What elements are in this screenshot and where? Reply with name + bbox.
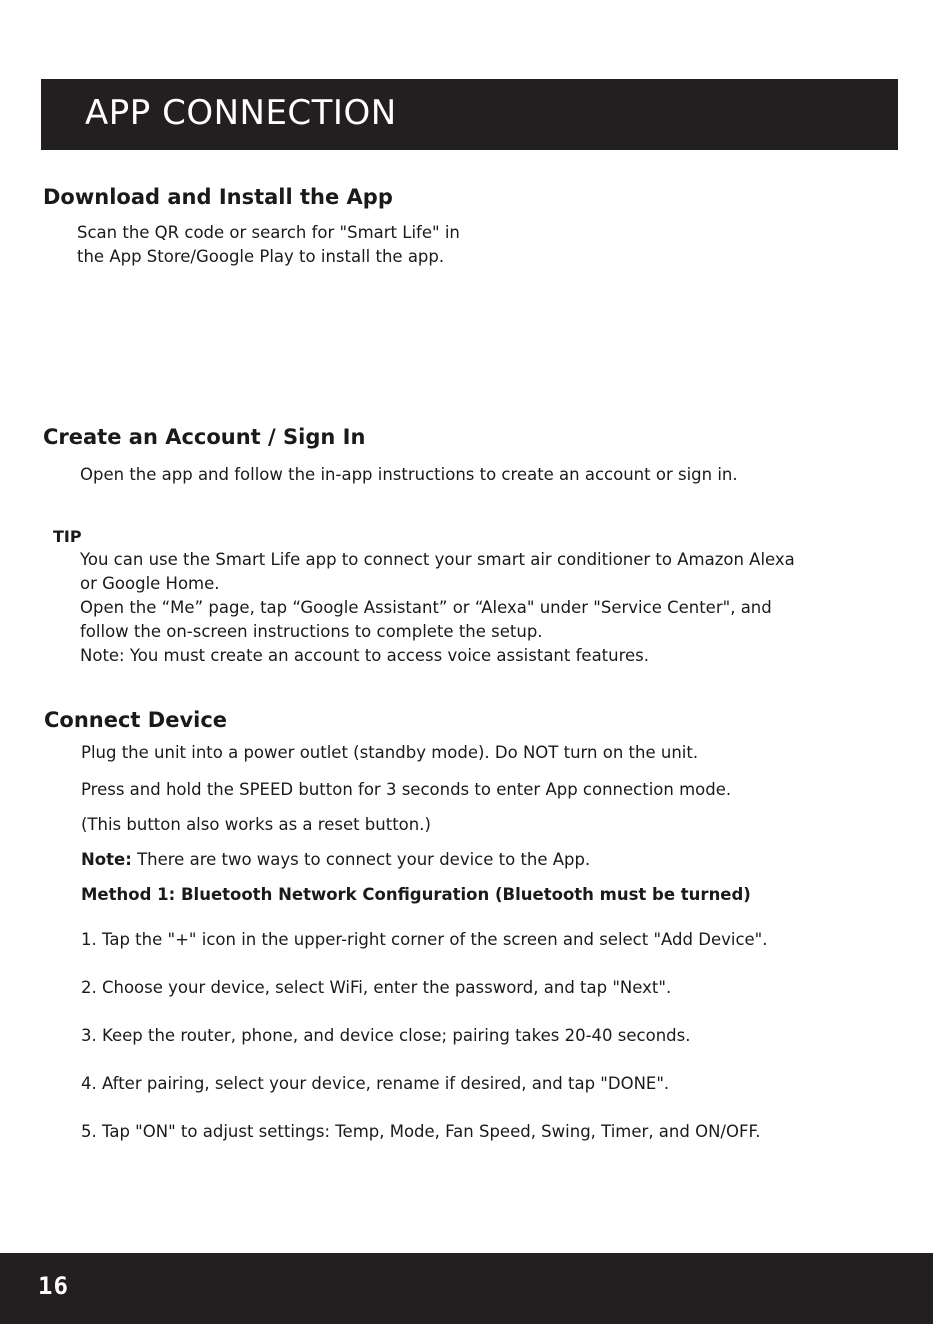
method-heading: Method 1: Bluetooth Network Configuration (Bluetooth must be turned) xyxy=(81,885,751,904)
note-text: There are two ways to connect your device to the App. xyxy=(131,850,591,869)
header-bar xyxy=(41,79,898,150)
connect-heading: Connect Device xyxy=(44,708,228,732)
tip-text-line: Note: You must create an account to access voice assistant features. xyxy=(80,646,650,665)
connect-text-line: Press and hold the SPEED button for 3 seconds to enter App connection mode. xyxy=(81,780,732,799)
step-item: 1. Tap the "+" icon in the upper-right corner of the screen and select "Add Device". xyxy=(81,930,768,949)
page-title: APP CONNECTION xyxy=(85,93,397,133)
step-item: 2. Choose your device, select WiFi, enter the password, and tap "Next". xyxy=(81,978,672,997)
account-text-line: Open the app and follow the in-app instructions to create an account or sign in. xyxy=(80,465,738,484)
download-text-line: Scan the QR code or search for "Smart Life" in xyxy=(77,223,460,242)
footer-bar xyxy=(0,1253,933,1324)
download-text-line: the App Store/Google Play to install the app. xyxy=(77,247,445,266)
connect-note xyxy=(81,852,590,869)
tip-label: TIP xyxy=(53,527,82,546)
download-heading: Download and Install the App xyxy=(43,185,393,209)
connect-text-line: Plug the unit into a power outlet (standby mode). Do NOT turn on the unit. xyxy=(81,743,699,762)
tip-text-line: You can use the Smart Life app to connect your smart air conditioner to Amazon Alexa xyxy=(80,550,795,569)
tip-text-line: Open the “Me” page, tap “Google Assistant” or “Alexa" under "Service Center", and xyxy=(80,598,772,617)
note-label: Note: xyxy=(81,850,132,869)
step-item: 4. After pairing, select your device, rename if desired, and tap "DONE". xyxy=(81,1074,670,1093)
tip-text-line: or Google Home. xyxy=(80,574,220,593)
step-item: 3. Keep the router, phone, and device close; pairing takes 20-40 seconds. xyxy=(81,1026,691,1045)
account-heading: Create an Account / Sign In xyxy=(43,425,366,449)
step-item: 5. Tap "ON" to adjust settings: Temp, Mode, Fan Speed, Swing, Timer, and ON/OFF. xyxy=(81,1122,761,1141)
tip-text-line: follow the on-screen instructions to complete the setup. xyxy=(80,622,543,641)
connect-text-line: (This button also works as a reset button.) xyxy=(81,815,431,834)
page-number: 16 xyxy=(38,1272,69,1300)
